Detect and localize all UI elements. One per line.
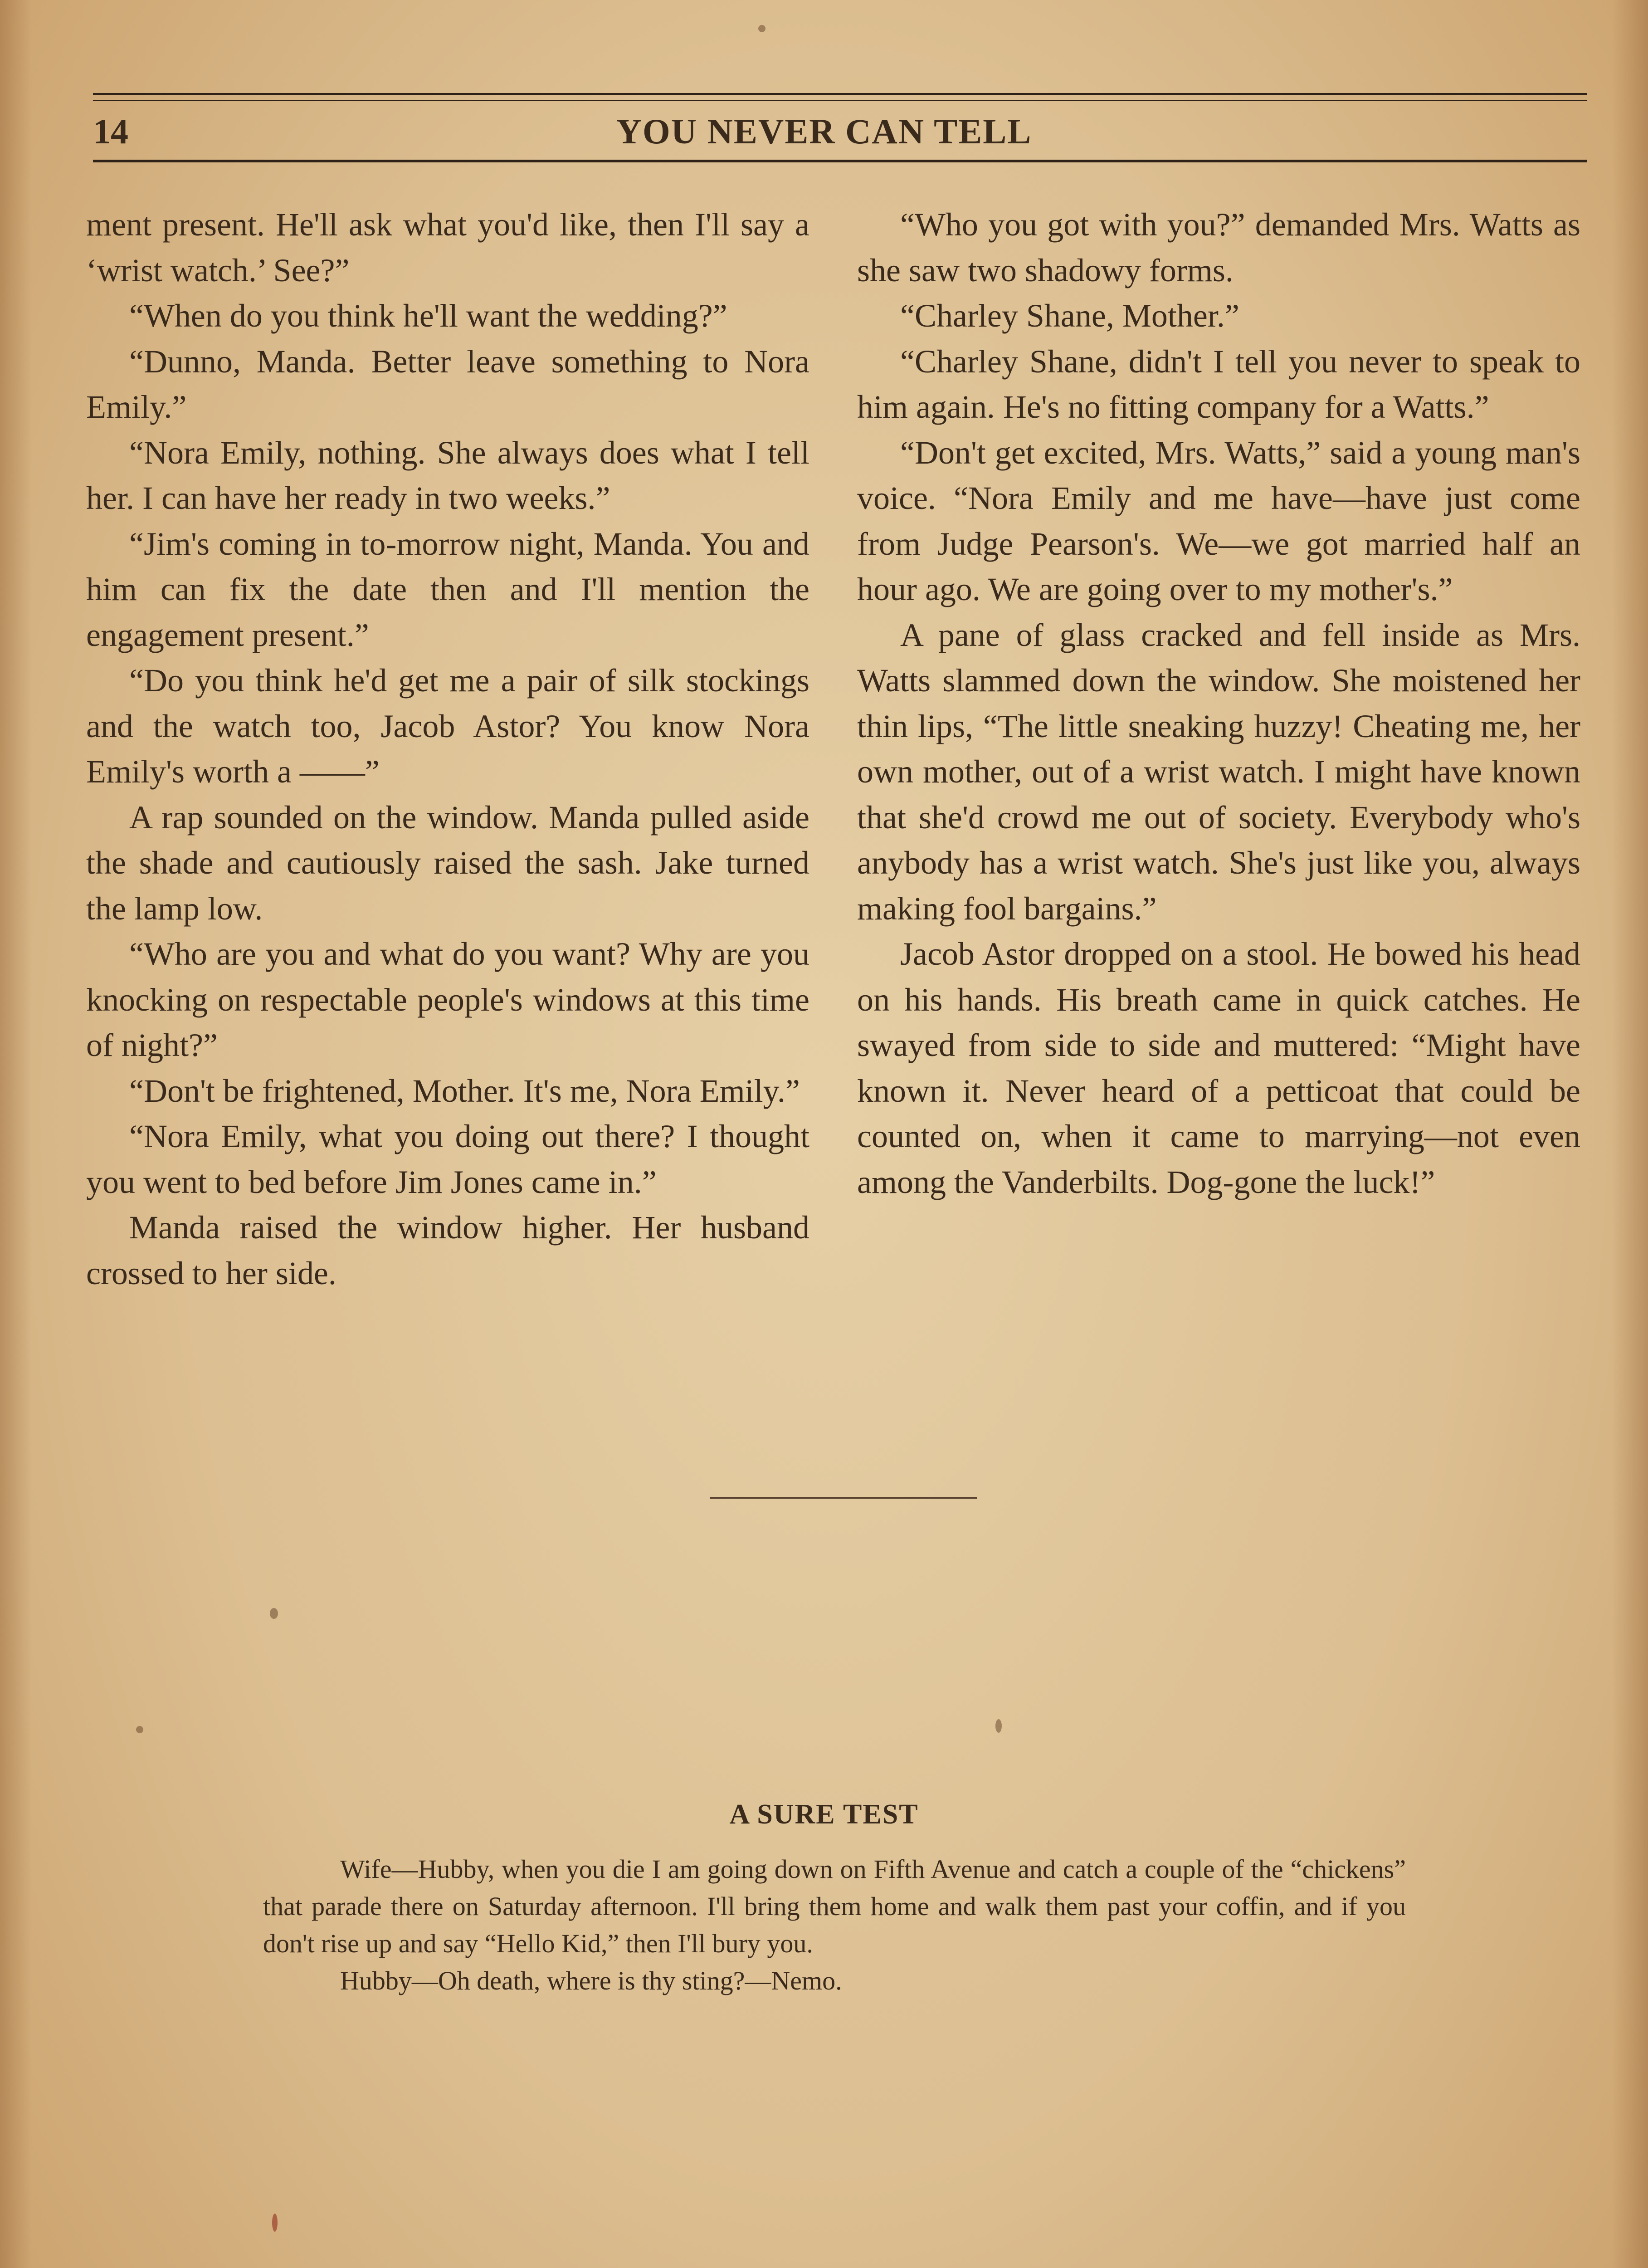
paragraph: A pane of glass cracked and fell inside as Mrs. Watts slammed down the window. She moistened her thin lips, “The little sneaking huzzy! Cheating me, her own mother, out of a wrist watch. I might have known that she'd crowd me out of society. Everybody who's anybody has a wrist watch. She's just like you, always making fool bargains.” — [857, 616, 1580, 927]
paragraph: “Don't get excited, Mrs. Watts,” said a young man's voice. “Nora Emily and me have—have just come from Judge Pearson's. We—we got married half an hour ago. We are going over to my mother's.” — [857, 434, 1580, 607]
paragraph: “Do you think he'd get me a pair of silk stockings and the watch too, Jacob Astor? You know Nora Emily's worth a ——” — [86, 662, 809, 790]
paragraph: “Nora Emily, nothing. She always does what I tell her. I can have her ready in two weeks.” — [86, 434, 809, 516]
paragraph: ment present. He'll ask what you'd like, then I'll say a ‘wrist watch.’ See?” — [86, 206, 809, 288]
joke-paragraph: Wife—Hubby, when you die I am going down on Fifth Avenue and catch a couple of the “chickens” that parade there on Saturday afternoon. I'll bring them home and walk them past your coffin, and if you don't rise up and say “Hello Kid,” then I'll bury you. — [263, 1854, 1406, 1958]
page-edge-shadow-left — [0, 0, 32, 2268]
story-column-right — [857, 202, 1580, 1205]
page-number: 14 — [93, 112, 128, 151]
paragraph: A rap sounded on the window. Manda pulled aside the shade and cautiously raised the sash. Jake turned the lamp low. — [86, 799, 809, 927]
paragraph: “Dunno, Manda. Better leave something to Nora Emily.” — [86, 343, 809, 425]
filler-title: A SURE TEST — [729, 1799, 919, 1830]
paper-spot — [758, 25, 765, 32]
paragraph: “Jim's coming in to-morrow night, Manda. You and him can fix the date then and I'll mention the engagement present.” — [86, 525, 809, 653]
header-rule-thick — [93, 93, 1587, 95]
paper-spot — [272, 2214, 278, 2232]
paragraph: “Charley Shane, Mother.” — [900, 298, 1239, 334]
paragraph: Manda raised the window higher. Her husband crossed to her side. — [86, 1209, 809, 1291]
paragraph: “Charley Shane, didn't I tell you never to speak to him again. He's no fitting company for a Watts.” — [857, 343, 1580, 425]
paper-spot — [136, 1726, 143, 1733]
paragraph: Jacob Astor dropped on a stool. He bowed his head on his hands. His breath came in quick catches. He swayed from side to side and muttered: “Might have known it. Never heard of a petticoat that could be counted on, when it came to marrying—not even among the Vanderbilts. Dog-gone the luck!” — [857, 936, 1580, 1200]
paper-spot — [270, 1608, 278, 1619]
story-end-divider — [710, 1497, 977, 1499]
paper-spot — [995, 1719, 1002, 1733]
page-edge-shadow-right — [1612, 0, 1648, 2268]
running-title: YOU NEVER CAN TELL — [616, 112, 1032, 151]
filler-joke — [263, 1851, 1406, 1999]
paragraph: “Who are you and what do you want? Why are you knocking on respectable people's windows at this time of night?” — [86, 936, 809, 1063]
header-rule-thin — [93, 100, 1587, 101]
paragraph: “Don't be frightened, Mother. It's me, Nora Emily.” — [129, 1072, 800, 1109]
paragraph: “Who you got with you?” demanded Mrs. Watts as she saw two shadowy forms. — [857, 206, 1580, 288]
paragraph: “When do you think he'll want the wedding?” — [129, 298, 727, 334]
paragraph: “Nora Emily, what you doing out there? I thought you went to bed before Jim Jones came in.” — [86, 1118, 809, 1200]
story-column-left — [86, 202, 809, 1296]
joke-paragraph: Hubby—Oh death, where is thy sting?—Nemo. — [340, 1966, 842, 1995]
header-rule-bottom — [93, 160, 1587, 162]
